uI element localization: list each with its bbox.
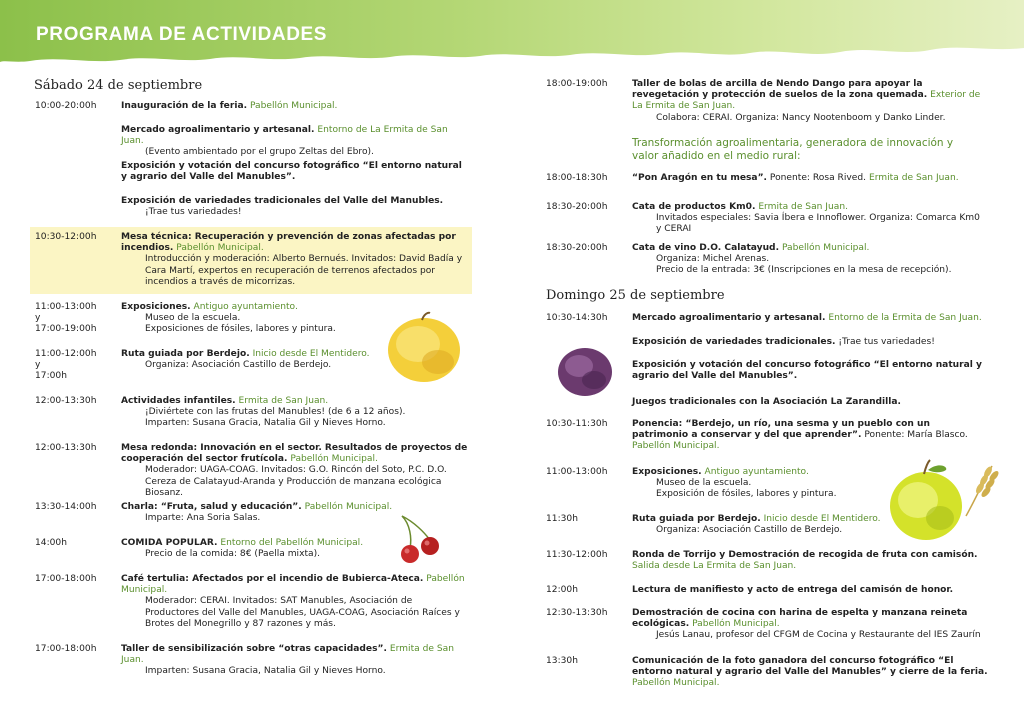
event-location: Ermita de San Juan. [121, 644, 454, 666]
event-time: 11:30h [546, 514, 578, 524]
sunday-day-title: Domingo 25 de septiembre [546, 288, 725, 303]
event-time: 18:30-20:00h [546, 243, 608, 253]
event-location: Pabellón Municipal. [176, 243, 264, 254]
event-title: Cata de productos Km0. [632, 202, 756, 212]
event-time: 12:00h [546, 585, 578, 595]
event-detail: Imparte: Ana Soria Salas. [145, 513, 261, 524]
event-title: Taller de sensibilización sobre “otras capacidades”. [121, 644, 387, 654]
event-detail: Moderador: CERAI. Invitados: SAT Manubles, Asociación de Productores del Valle del Manubles, UAGA-COAG, Asociación Raíces y Brotes del Monegrillo y 87 razones y más. [145, 596, 460, 629]
event-location: Pabellón Municipal. [692, 619, 780, 630]
event-title: “Pon Aragón en tu mesa”. [632, 173, 768, 183]
wheat-icon [958, 462, 998, 518]
event-time: 10:30-14:30h [546, 313, 608, 323]
event-detail: ¡Diviértete con las frutas del Manubles! (de 6 a 12 años). [145, 407, 406, 418]
event-title: Actividades infantiles. [121, 396, 236, 406]
event-note: ¡Trae tus variedades! [838, 337, 935, 347]
event-time: 11:00-12:00h y 17:00h [35, 349, 97, 382]
event-time: 13:30h [546, 656, 578, 666]
section-title: Transformación agroalimentaria, generadora de innovación y valor añadido en el medio rural: [632, 137, 954, 162]
plum-icon [556, 344, 614, 398]
event-location: Pabellón Municipal. [781, 243, 870, 253]
event-title: Ruta guiada por Berdejo. [632, 514, 761, 524]
event-location: Pabellón Municipal. [290, 454, 378, 465]
event-title: Charla: “Fruta, salud y educación”. [121, 502, 302, 512]
event-title: Exposición de variedades tradicionales del Valle del Manubles. [121, 196, 444, 206]
event-location: Entorno de La Ermita de San Juan. [121, 125, 448, 147]
event-title: Exposición y votación del concurso fotográfico “El entorno natural y agrario del Valle del Manubles”. [121, 161, 462, 183]
saturday-day-title: Sábado 24 de septiembre [34, 78, 203, 93]
event-location: Ermita de San Juan. [238, 396, 329, 406]
event-location: Pabellón Municipal. [249, 101, 338, 111]
event-detail: Moderador: UAGA-COAG. Invitados: G.O. Rincón del Soto, P.C. D.O. Cereza de Calatayud-Aranda y Producción de manzana ecológica Biosanz. [145, 465, 447, 498]
event-detail: Organiza: Asociación Castillo de Berdejo. [656, 525, 843, 536]
event-detail: Organiza: Asociación Castillo de Berdejo. [145, 360, 332, 371]
event-detail: Museo de la escuela. [656, 478, 752, 489]
event-detail: Introducción y moderación: Alberto Bernués. Invitados: David Badía y Cara Martí, expertos en recuperación de terrenos afectados por incendios a través de micorrizas. [145, 254, 463, 287]
event-detail: ¡Trae tus variedades! [145, 207, 242, 218]
event-title: Ponencia: “Berdejo, un río, una sesma y un pueblo con un patrimonio a conservar y del que aprender”. [632, 419, 930, 441]
event-time: 14:00h [35, 538, 67, 548]
event-title: Mercado agroalimentario y artesanal. [632, 313, 826, 323]
event-title: Exposiciones. [121, 302, 191, 312]
event-time: 17:00-18:00h [35, 574, 97, 584]
event-time: 12:00-13:30h [35, 443, 97, 453]
event-location: Inicio desde El Mentidero. [252, 349, 370, 359]
event-location: Antiguo ayuntamiento. [193, 302, 298, 312]
event-title: Demostración de cocina con harina de espelta y manzana reineta ecológicas. [632, 608, 968, 630]
event-time: 17:00-18:00h [35, 644, 97, 654]
event-detail: Invitados especiales: Savia Íbera e Innoflower. Organiza: Comarca Km0 y CERAI [656, 213, 980, 235]
event-title: Café tertulia: Afectados por el incendio de Bubierca-Ateca. [121, 574, 424, 584]
event-title: Inauguración de la feria. [121, 101, 248, 111]
event-detail: Imparten: Susana Gracia, Natalia Gil y Nieves Horno. [145, 666, 386, 677]
event-title: Ruta guiada por Berdejo. [121, 349, 250, 359]
event-detail: Precio de la entrada: 3€ (Inscripciones en la mesa de recepción). [656, 265, 952, 276]
event-location: Inicio desde El Mentidero. [763, 514, 881, 524]
event-location: Pabellón Municipal. [121, 574, 465, 596]
event-location: Pabellón Municipal. [632, 441, 720, 452]
event-detail: Museo de la escuela. [145, 313, 241, 324]
event-time: 11:00-13:00h [546, 467, 608, 477]
event-detail: Jesús Lanau, profesor del CFGM de Cocina y Restaurante del IES Zaurín [656, 630, 981, 641]
event-time: 18:00-18:30h [546, 173, 608, 183]
event-time: 12:00-13:30h [35, 396, 97, 406]
event-title: Exposición y votación del concurso fotográfico “El entorno natural y agrario del Valle del Manubles”. [632, 360, 982, 382]
event-title: Lectura de manifiesto y acto de entrega del camisón de honor. [632, 585, 954, 595]
event-detail: Exposiciones de fósiles, labores y pintura. [145, 324, 336, 335]
event-location: Entorno de la Ermita de San Juan. [828, 313, 982, 323]
event-speaker: Ponente: Rosa Rived. [769, 173, 867, 183]
event-detail: Imparten: Susana Gracia, Natalia Gil y Nieves Horno. [145, 418, 386, 429]
event-title: Mesa técnica: Recuperación y prevención de zonas afectadas por incendios. [121, 232, 456, 254]
event-title: COMIDA POPULAR. [121, 538, 218, 548]
page-title: PROGRAMA DE ACTIVIDADES [36, 24, 328, 45]
event-detail: Colabora: CERAI. Organiza: Nancy Nootenboom y Danko Linder. [656, 112, 946, 123]
event-title: Mesa redonda: Innovación en el sector. Resultados de proyectos de cooperación del sector frutícola. [121, 443, 468, 465]
event-location: Ermita de San Juan. [868, 173, 959, 183]
cherries-icon [396, 514, 446, 564]
event-title: Ronda de Torrijo y Demostración de recogida de fruta con camisón. [632, 550, 978, 560]
event-time: 10:00-20:00h [35, 101, 97, 111]
event-title: Exposición de variedades tradicionales. [632, 337, 836, 347]
event-title: Cata de vino D.O. Calatayud. [632, 243, 780, 253]
event-location: Antiguo ayuntamiento. [704, 467, 809, 477]
event-title: Mercado agroalimentario y artesanal. [121, 125, 315, 135]
event-title: Taller de bolas de arcilla de Nendo Dango para apoyar la revegetación y protección de suelos de la zona quemada. [632, 79, 928, 101]
event-title: Exposiciones. [632, 467, 702, 477]
event-time: 13:30-14:00h [35, 502, 97, 512]
yellow-apple-icon [384, 312, 462, 384]
event-detail: Exposición de fósiles, labores y pintura. [656, 489, 837, 500]
event-location: Pabellón Municipal. [304, 502, 393, 512]
event-location: Ermita de San Juan. [758, 202, 848, 212]
event-location: Exterior de La Ermita de San Juan. [632, 90, 981, 112]
event-detail: (Evento ambientado por el grupo Zeltas del Ebro). [145, 147, 374, 158]
event-time: 11:30-12:00h [546, 550, 608, 560]
event-speaker: Ponente: María Blasco. [864, 430, 968, 441]
event-location: Salida desde La Ermita de San Juan. [632, 561, 797, 572]
event-time: 10:30-11:30h [546, 419, 608, 429]
event-time: 11:00-13:00h y 17:00-19:00h [35, 302, 97, 335]
event-detail: Organiza: Michel Arenas. [656, 254, 770, 265]
event-time: 18:30-20:00h [546, 202, 608, 212]
event-title: Juegos tradicionales con la Asociación La Zarandilla. [632, 397, 901, 407]
event-time: 18:00-19:00h [546, 79, 608, 89]
event-detail: Precio de la comida: 8€ (Paella mixta). [145, 549, 321, 560]
event-location: Pabellón Municipal. [632, 678, 720, 689]
event-title: Comunicación de la foto ganadora del concurso fotográfico “El entorno natural y agrario del Valle del Manubles” y cierre de la feria. [632, 656, 988, 678]
event-time: 12:30-13:30h [546, 608, 608, 618]
event-location: Entorno del Pabellón Municipal. [220, 538, 364, 548]
event-time: 10:30-12:00h [35, 232, 97, 242]
